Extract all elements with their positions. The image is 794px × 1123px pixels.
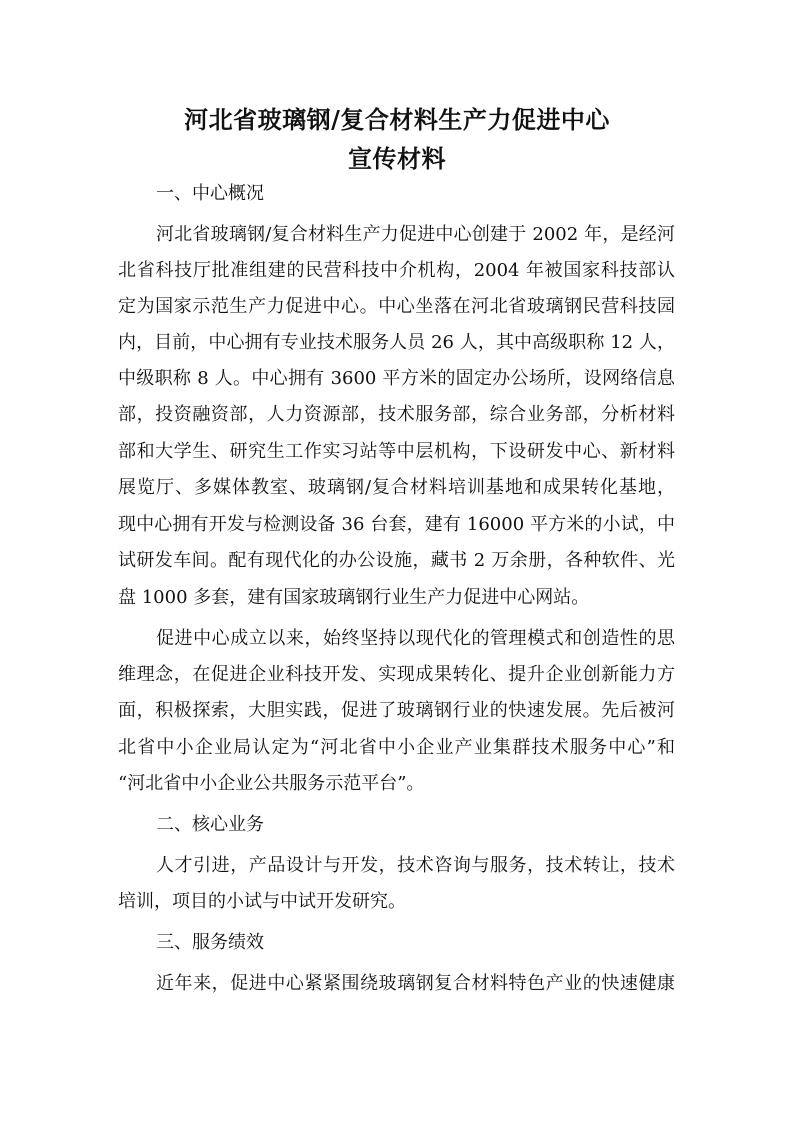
section-heading-overview: 一、中心概况 [156, 183, 264, 204]
paragraph-line: 面，积极探索，大胆实践，促进了玻璃钢行业的快速发展。先后被河 [118, 700, 675, 721]
paragraph-line: 维理念，在促进企业科技开发、实现成果转化、提升企业创新能力方 [118, 664, 675, 685]
paragraph-line: 内，目前，中心拥有专业技术服务人员 26 人，其中高级职称 12 人， [118, 332, 675, 353]
paragraph-line: 部和大学生、研究生工作实习站等中层机构，下设研发中心、新材料 [118, 441, 675, 462]
paragraph-line: 中级职称 8 人。中心拥有 3600 平方米的固定办公场所，设网络信息 [118, 368, 675, 389]
paragraph-line: 展览厅、多媒体教室、玻璃钢/复合材料培训基地和成果转化基地， [118, 477, 675, 498]
paragraph-line: 近年来，促进中心紧紧围绕玻璃钢复合材料特色产业的快速健康 [156, 973, 675, 994]
paragraph-line: 试研发车间。配有现代化的办公设施，藏书 2 万余册，各种软件、光 [118, 550, 675, 571]
document-title: 河北省玻璃钢/复合材料生产力促进中心 [184, 105, 610, 134]
paragraph-line: “河北省中小企业公共服务示范平台”。 [118, 773, 425, 794]
paragraph-line: 盘 1000 多套，建有国家玻璃钢行业生产力促进中心网站。 [118, 587, 590, 608]
paragraph-line: 培训，项目的小试与中试开发研究。 [118, 891, 406, 912]
paragraph-line: 现中心拥有开发与检测设备 36 台套，建有 16000 平方米的小试，中 [118, 514, 675, 535]
paragraph-line: 北省中小企业局认定为“河北省中小企业产业集群技术服务中心”和 [118, 737, 675, 758]
paragraph-line: 河北省玻璃钢/复合材料生产力促进中心创建于 2002 年，是经河 [156, 224, 675, 245]
section-heading-core-business: 二、核心业务 [156, 814, 264, 835]
paragraph-line: 部，投资融资部，人力资源部，技术服务部，综合业务部，分析材料 [118, 404, 675, 425]
paragraph-line: 定为国家示范生产力促进中心。中心坐落在河北省玻璃钢民营科技园 [118, 296, 675, 317]
paragraph-line: 人才引进，产品设计与开发，技术咨询与服务，技术转让，技术 [156, 855, 675, 876]
document-subtitle: 宣传材料 [348, 144, 446, 173]
section-heading-performance: 三、服务绩效 [156, 932, 264, 953]
paragraph-line: 北省科技厅批准组建的民营科技中介机构，2004 年被国家科技部认 [118, 260, 675, 281]
paragraph-line: 促进中心成立以来，始终坚持以现代化的管理模式和创造性的思 [156, 628, 675, 649]
